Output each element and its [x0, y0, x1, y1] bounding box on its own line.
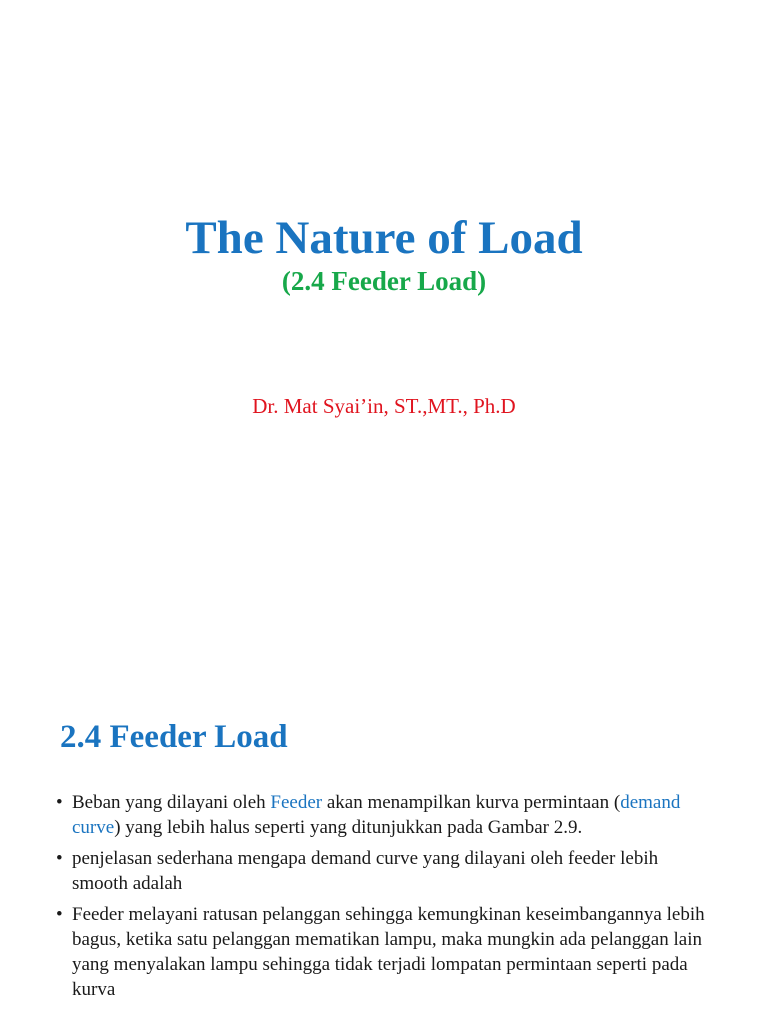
keyword-demand-curve: demand curve — [72, 792, 681, 838]
author-name: Dr. Mat Syai’in, ST.,MT., Ph.D — [252, 394, 516, 418]
slide-title: The Nature of Load — [185, 212, 583, 264]
bullet-item — [56, 790, 716, 840]
bullet-list — [56, 790, 716, 1008]
bullet-item — [56, 902, 716, 1002]
keyword-feeder: Feeder — [270, 792, 323, 813]
bullet-dot: • — [56, 848, 63, 869]
bullet-text: Feeder melayani ratusan pelanggan sehingga kemungkinan keseimbangannya lebih bagus, ketika satu pelanggan mematikan lampu, maka mungkin ada pelanggan lain yang menyalakan lampu sehingga tidak terjadi lompatan permintaan seperti pada kurva — [72, 904, 705, 1000]
bullet-text: penjelasan sederhana mengapa demand curve yang dilayani oleh feeder lebih smooth adalah — [72, 848, 659, 894]
content-slide — [0, 575, 768, 1024]
bullet-text: Beban yang dilayani oleh — [72, 792, 271, 813]
bullet-dot: • — [56, 792, 63, 813]
section-heading: 2.4 Feeder Load — [60, 719, 288, 755]
bullet-dot: • — [56, 904, 63, 925]
bullet-text: ) yang lebih halus seperti yang ditunjukkan pada Gambar 2.9. — [114, 817, 583, 838]
bullet-text: akan menampilkan kurva permintaan ( — [322, 792, 621, 813]
bullet-item — [56, 846, 716, 896]
slide-subtitle: (2.4 Feeder Load) — [281, 266, 487, 296]
